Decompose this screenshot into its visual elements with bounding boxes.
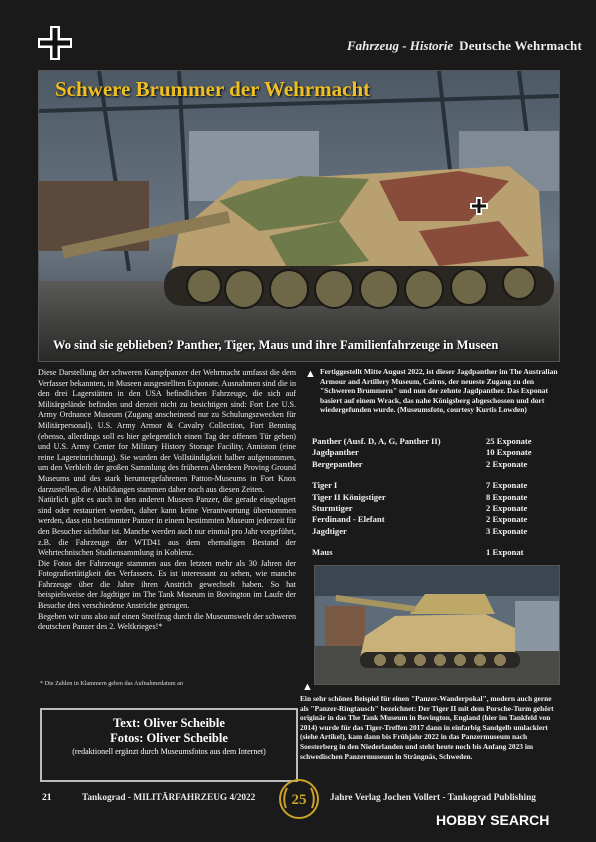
footer-publisher: Jahre Verlag Jochen Vollert - Tankograd Publishing [330,793,536,803]
article-body [38,368,296,633]
caption-pointer-up-icon: ▲ [302,681,313,693]
photo-caption: Fertiggestellt Mitte August 2022, ist dieser Jagdpanther im The Australian Armour and Artillery Museum, Cairns, der neueste Zugang zu den "Schweren Brummern" und nun der zehnte Jagdpanther. Das Exponat basiert auf einem Wrack, das nahe Königsberg abgeschossen und dort wiedergefunden wurde. (Museumsfoto, courtesy Kurtis Lowden) [320,367,558,415]
body-paragraph: Begeben wir uns also auf einen Streifzug durch die Museumswelt der schweren deutschen Panzer des 2. Weltkrieges!* [38,611,296,632]
list-item: Jagdtiger 3 Exponate [312,525,528,536]
credits-photos: Fotos: Oliver Scheible [110,731,228,745]
footer-magazine: Tankograd - MILITÄRFAHRZEUG 4/2022 [82,793,256,803]
jagdpanther-photo [39,71,559,361]
list-item: Ferdinand - Elefant 2 Exponate [312,514,528,525]
list-item: Sturmtiger 2 Exponate [312,502,528,513]
body-paragraph: Natürlich gibt es auch in den anderen Museen Panzer, die gerade eingelagert sind oder restauriert werden, daher kann keine Verantwortung übernommen werden, dass ein bestimmter Panzer in einem bestimmten Museum jederzeit für den Besucher sichtbar ist. Manche werden auch nur einmal pro Jahr vorgeführt, z.B. die Fahrzeuge der WTD41 aus dem ehemaligen Bestand der Wehrtechnischen Studiensammlung in Koblenz. [38,495,296,558]
article-title: Schwere Brummer der Wehrmacht [55,77,371,101]
list-item: Bergepanther 2 Exponate [312,458,528,469]
page-header [347,38,582,54]
footnote: * Die Zahlen in Klammern geben das Aufnahmedatum an [40,680,183,687]
list-item: Jagdpanther 10 Exponate [312,447,532,458]
balkenkreuz-icon [38,26,72,60]
header-brand: Deutsche Wehrmacht [459,38,582,53]
list-item: Tiger I 7 Exponate [312,480,528,491]
tiger-ii-photo [314,565,560,685]
anniversary-badge-icon [278,778,320,820]
badge-number: 25 [291,792,307,808]
credits-note: (redaktionell ergänzt durch Museumsfotos aus dem Internet) [72,747,266,756]
list-item: Tiger II Königstiger 8 Exponate [312,491,528,502]
body-paragraph: Die Fotos der Fahrzeuge stammen aus den letzten mehr als 30 Jahren der Fotografiertätigkeit des Verfassers. Es ist interessant zu sehen, wie manche Fahrzeuge über die Jahre ihren Anstrich gewechselt haben. So hat beispielsweise der Jagdtiger im The Tank Museum in Bovington im Laufe der Besuche drei verschiedene Anstriche getragen. [38,558,296,611]
body-paragraph: Diese Darstellung der schweren Kampfpanzer der Wehrmacht umfasst die dem Verfasser bekannten, in Museen ausgestellten Exponate. Ausnahmen sind die in den drei Lagerstätten in den USA befindlichen Fahrzeuge, die sich auf Militärgelände befinden und derzeit nicht zu besichtigen sind: Fort Lee U.S. Army Ordnance Museum (Zugang anscheinend nur zu Schulungszwecken für Militärpersonal), U.S. Army Armor & Cavalry Collection, Fort Benning (ebenso, allerdings soll es hier gelegentlich einen Tag der offenen Tür geben) und U.S. Army Center for Military History Storage Facility, Anniston (eine reine Lagereinrichtung). Sie wurden der Vollständigkeit halber aufgenommen, um den Verbleib der großen Sammlung des früheren Aberdeen Proving Ground Museums und des stark heruntergefahrenen Patton-Museums in Fort Knox darzustellen, die Abbildungen stammen daher noch aus diesen Zeiten. [38,368,296,494]
photo-caption: Ein sehr schönes Beispiel für einen "Panzer-Wanderpokal", modern auch gerne als "Panzer-Ringtausch" bezeichnet: Der Tiger II mit dem Porsche-Turm gehört originär in das The Tank Museum in Bovington, England (hier im Tankfeld von 2014) wurde für das Tiger-Treffen 2017 dann in einfarbig Sandgelb umlackiert (siehe Artikel), kam dann bis Frühjahr 2022 in das Panzermuseum nach Soesterberg in den Niederlanden und steht heute noch bis Anfang 2023 im schwedischen Panzermuseum in Strängnäs, Schweden. [300,694,554,761]
article-subtitle: Wo sind sie geblieben? Panther, Tiger, Maus und ihre Familienfahrzeuge in Museen [53,338,499,352]
credits-box [40,708,298,782]
page-number: 21 [42,793,52,803]
credits-text: Text: Oliver Scheible [113,716,225,730]
tiger-ii-image [315,566,559,684]
header-category: Fahrzeug - Historie [346,38,454,53]
caption-pointer-up-icon: ▲ [305,368,316,380]
exhibit-list [312,436,552,559]
main-photo [38,70,560,362]
list-item: Panther (Ausf. D, A, G, Panther II) 25 Exponate [312,436,532,446]
hobby-search-logo: HOBBY SEARCH [436,812,550,828]
list-item: Maus 1 Exponat [312,547,524,558]
